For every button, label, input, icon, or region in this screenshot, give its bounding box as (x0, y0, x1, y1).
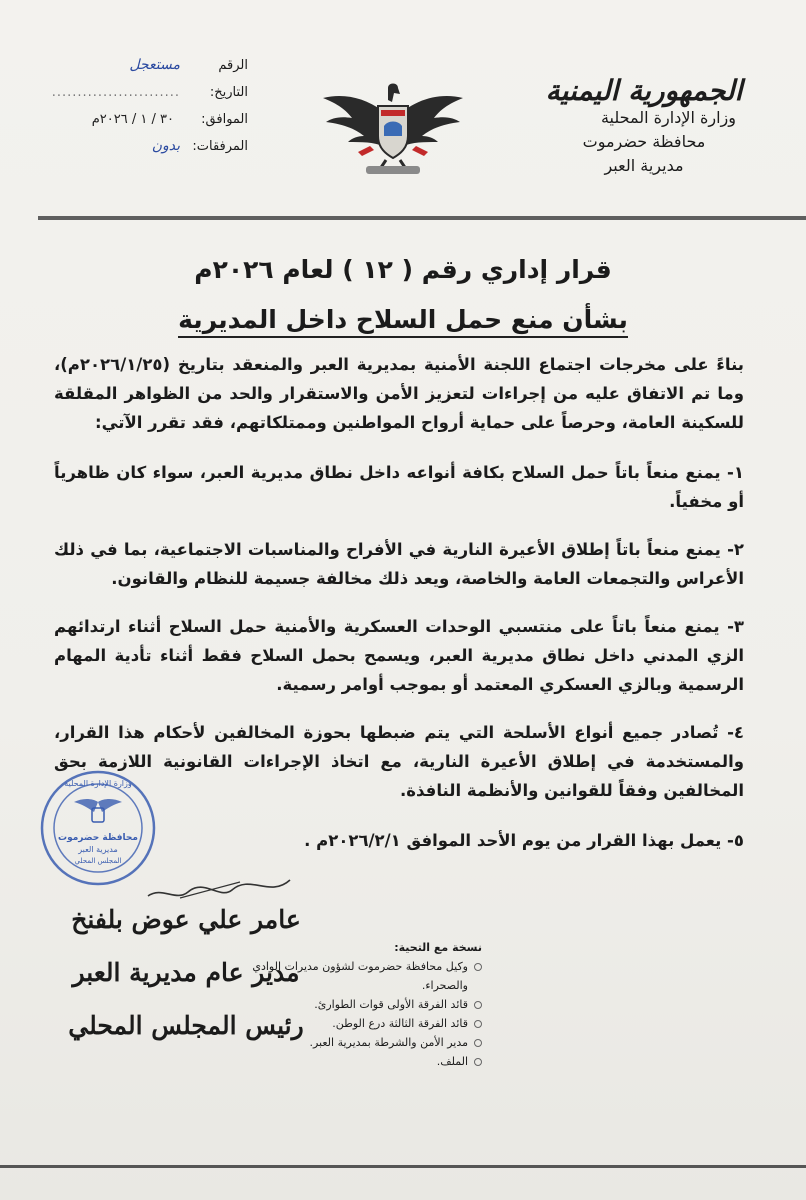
ref-date-row (38, 79, 248, 106)
ref-attachments-row (38, 133, 248, 160)
decision-subject (0, 305, 806, 334)
ref-number-row (38, 52, 248, 79)
ref-date-label: التاريخ: (209, 85, 248, 100)
governorate-name: محافظة حضرموت (582, 132, 706, 151)
ministry-name: وزارة الإدارة المحلية (600, 108, 736, 127)
eagle-emblem-icon (318, 80, 468, 180)
seal-line-2: مديرية العبر (78, 845, 118, 854)
signatory-name: عامر علي عوض بلفنخ (71, 905, 301, 934)
cc-item: قائد الفرقة الثالثة درع الوطن. (222, 1014, 482, 1033)
reference-block (38, 52, 248, 160)
header-divider (38, 216, 806, 220)
cc-item: وكيل محافظة حضرموت لشؤون مديرات الوادي والصحراء. (222, 957, 482, 995)
signatory-title-2: رئيس المجلس المحلي (68, 1011, 304, 1040)
decision-item-5: ٥- يعمل بهذا القرار من يوم الأحد الموافق ٢٠٢٦/٢/١م . (304, 831, 744, 850)
footer-divider (0, 1165, 806, 1168)
cc-item: قائد الفرقة الأولى قوات الطوارئ. (222, 995, 482, 1014)
signatory-title-1: مدير عام مديرية العبر (72, 958, 300, 987)
decision-subject-text: بشأن منع حمل السلاح داخل المديرية (178, 305, 628, 338)
ref-corresponding-value: ٣٠ / ١ / ٢٠٢٦م (91, 112, 174, 127)
intro-paragraph: بناءً على مخرجات اجتماع اللجنة الأمنية بمديرية العبر والمنعقد بتاريخ (٢٠٢٦/١/٢٥م)، وما تم الاتفاق عليه من إجراءات لتعزيز الأمن والاستقرار والحد من الظواهر المقلقة للسكينة العامة، وحرصاً على حماية أرواح المواطنين وممتلكاتهم، فقد تقرر الآتي: (54, 355, 744, 432)
seal-line-1: محافظة حضرموت (58, 833, 138, 843)
decision-item-1: ١- يمنع منعاً باتاً حمل السلاح بكافة أنواعه داخل نطاق مديرية العبر، سواء كان ظاهرياً أو مخفياً. (54, 463, 744, 511)
seal-line-3: المجلس المحلي (74, 857, 122, 865)
seal-ring-text: وزارة الإدارة المحلية (64, 779, 132, 788)
ref-number-value: مستعجل (129, 57, 180, 73)
issuer-header (544, 76, 744, 178)
cc-item: مدير الأمن والشرطة بمديرية العبر. (222, 1033, 482, 1052)
republic-name: الجمهورية اليمنية (545, 74, 743, 107)
cc-item: الملف. (222, 1052, 482, 1071)
ref-number-label: الرقم (218, 58, 248, 73)
cc-list (222, 938, 482, 1071)
ref-attachments-label: المرفقات: (192, 139, 248, 154)
decision-item-3: ٣- يمنع منعاً باتاً على منتسبي الوحدات العسكرية والأمنية حمل السلاح أثناء ارتدائهم الزي المدني داخل نطاق مديرية العبر، ويسمح بحمل السلاح فقط أثناء تأدية المهام الرسمية وبالزي العسكري المعتمد أو بموجب أوامر رسمية. (54, 617, 744, 694)
ref-corresponding-label: الموافق: (201, 112, 248, 127)
ref-corresponding-row (38, 106, 248, 133)
decision-item-4: ٤- تُصادر جميع أنواع الأسلحة التي يتم ضبطها بحوزة المخالفين لأحكام هذا القرار، والمستخدمة في إطلاق الأعيرة النارية، مع اتخاذ الإجراءات القانونية اللازمة بحق المخالفين وفقاً للقوانين والأنظمة النافذة. (54, 723, 744, 800)
decision-title: قرار إداري رقم ( ١٢ ) لعام ٢٠٢٦م (194, 255, 612, 284)
ref-attachments-value: بدون (151, 138, 180, 154)
decision-item-2: ٢- يمنع منعاً باتاً إطلاق الأعيرة النارية في الأفراح والمناسبات الاجتماعية، بما في ذلك الأعراس والتجمعات العامة والخاصة، ويعد ذلك مخالفة جسيمة للنظام والقانون. (54, 540, 744, 588)
ref-date-dots: ......................... (51, 85, 180, 100)
district-name: مديرية العبر (604, 156, 684, 175)
cc-title: نسخة مع التحية: (394, 941, 482, 954)
